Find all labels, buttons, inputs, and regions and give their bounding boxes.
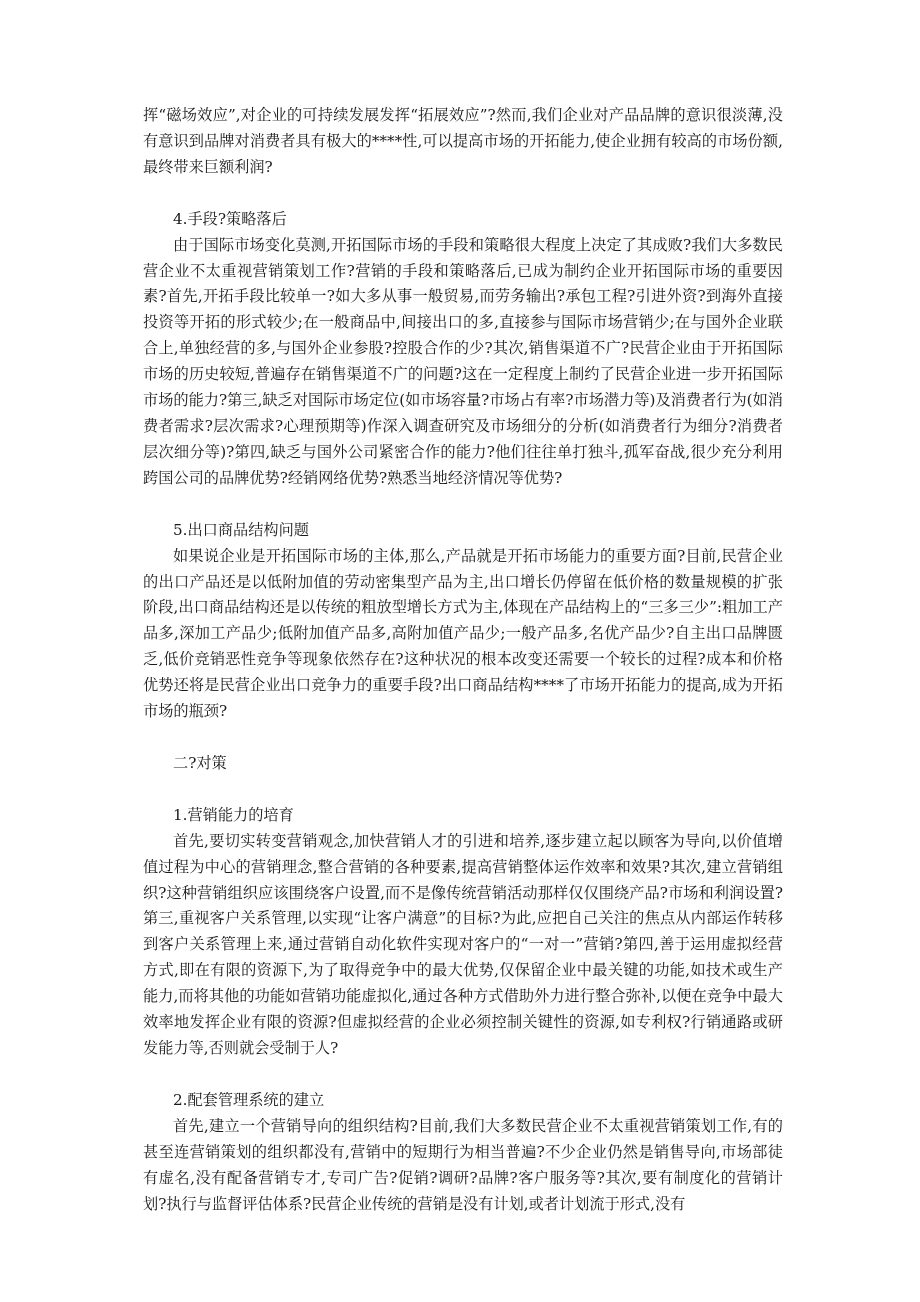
section-heading-countermeasures: 二?对策 xyxy=(173,753,227,772)
section-heading-5: 5.出口商品结构问题 xyxy=(173,520,309,539)
document-page xyxy=(143,103,783,1217)
section-heading-2: 2.配套管理系统的建立 xyxy=(173,1090,325,1109)
paragraph-gap xyxy=(143,492,783,518)
paragraph-brand-awareness: 挥“磁场效应”,对企业的可持续发展发挥“拓展效应”?然而,我们企业对产品品牌的意识很淡薄,没有意识到品牌对消费者具有极大的****性,可以提高市场的开拓能力,使企业拥有较高的市场份额,最终带来巨额利润? xyxy=(143,106,783,176)
paragraph-gap xyxy=(143,777,783,803)
paragraph-management-system: 首先,建立一个营销导向的组织结构?目前,我们大多数民营企业不太重视营销策划工作,有的甚至连营销策划的组织都没有,营销中的短期行为相当普遍?不少企业仍然是销售导向,市场部徒有虚名,没有配备营销专才,专司广告?促销?调研?品牌?客户服务等?其次,要有制度化的营销计划?执行与监督评估体系?民营企业传统的营销是没有计划,或者计划流于形式,没有 xyxy=(143,1116,783,1213)
paragraph-export-structure: 如果说企业是开拓国际市场的主体,那么,产品就是开拓市场能力的重要方面?目前,民营企业的出口产品还是以低附加值的劳动密集型产品为主,出口增长仍停留在低价格的数量规模的扩张阶段,出口商品结构还是以传统的粗放型增长方式为主,体现在产品结构上的“三多三少”:粗加工产品多,深加工产品少;低附加值产品多,高附加值产品少;一般产品多,名优产品少?自主出口品牌匮乏,低价竞销恶性竞争等现象依然存在?这种状况的根本改变还需要一个较长的过程?成本和价格优势还将是民营企业出口竞争力的重要手段?出口商品结构****了市场开拓能力的提高,成为开拓市场的瓶颈? xyxy=(143,546,783,721)
section-heading-4: 4.手段?策略落后 xyxy=(173,209,287,228)
paragraph-gap xyxy=(143,181,783,207)
section-heading-1: 1.营销能力的培育 xyxy=(173,805,294,824)
paragraph-gap xyxy=(143,725,783,751)
paragraph-marketing-ability: 首先,要切实转变营销观念,加快营销人才的引进和培养,逐步建立起以顾客为导向,以价值增值过程为中心的营销理念,整合营销的各种要素,提高营销整体运作效率和效果?其次,建立营销组织?这种营销组织应该围绕客户设置,而不是像传统营销活动那样仅仅围绕产品?市场和利润设置?第三,重视客户关系管理,以实现“让客户满意”的目标?为此,应把自己关注的焦点从内部运作转移到客户关系管理上来,通过营销自动化软件实现对客户的“一对一”营销?第四,善于运用虚拟经营方式,即在有限的资源下,为了取得竞争中的最大优势,仅保留企业中最关键的功能,如技术或生产能力,而将其他的功能如营销功能虚拟化,通过各种方式借助外力进行整合弥补,以便在竞争中最大效率地发挥企业有限的资源?但虚拟经营的企业必须控制关键性的资源,如专利权?行销通路或研发能力等,否则就会受制于人? xyxy=(143,831,783,1057)
paragraph-gap xyxy=(143,1062,783,1088)
paragraph-strategy: 由于国际市场变化莫测,开拓国际市场的手段和策略很大程度上决定了其成败?我们大多数民营企业不太重视营销策划工作?营销的手段和策略落后,已成为制约企业开拓国际市场的重要因素?首先,开拓手段比较单一?如大多从事一般贸易,而劳务输出?承包工程?引进外资?到海外直接投资等开拓的形式较少;在一般商品中,间接出口的多,直接参与国际市场营销少;在与国外企业联合上,单独经营的多,与国外企业参股?控股合作的少?其次,销售渠道不广?民营企业由于开拓国际市场的历史较短,普遍存在销售渠道不广的问题?这在一定程度上制约了民营企业进一步开拓国际市场的能力?第三,缺乏对国际市场定位(如市场容量?市场占有率?市场潜力等)及消费者行为(如消费者需求?层次需求?心理预期等)作深入调查研究及市场细分的分析(如消费者行为细分?消费者层次细分等)?第四,缺乏与国外公司紧密合作的能力?他们往往单打独斗,孤军奋战,很少充分利用跨国公司的品牌优势?经销网络优势?熟悉当地经济情况等优势? xyxy=(143,235,783,487)
